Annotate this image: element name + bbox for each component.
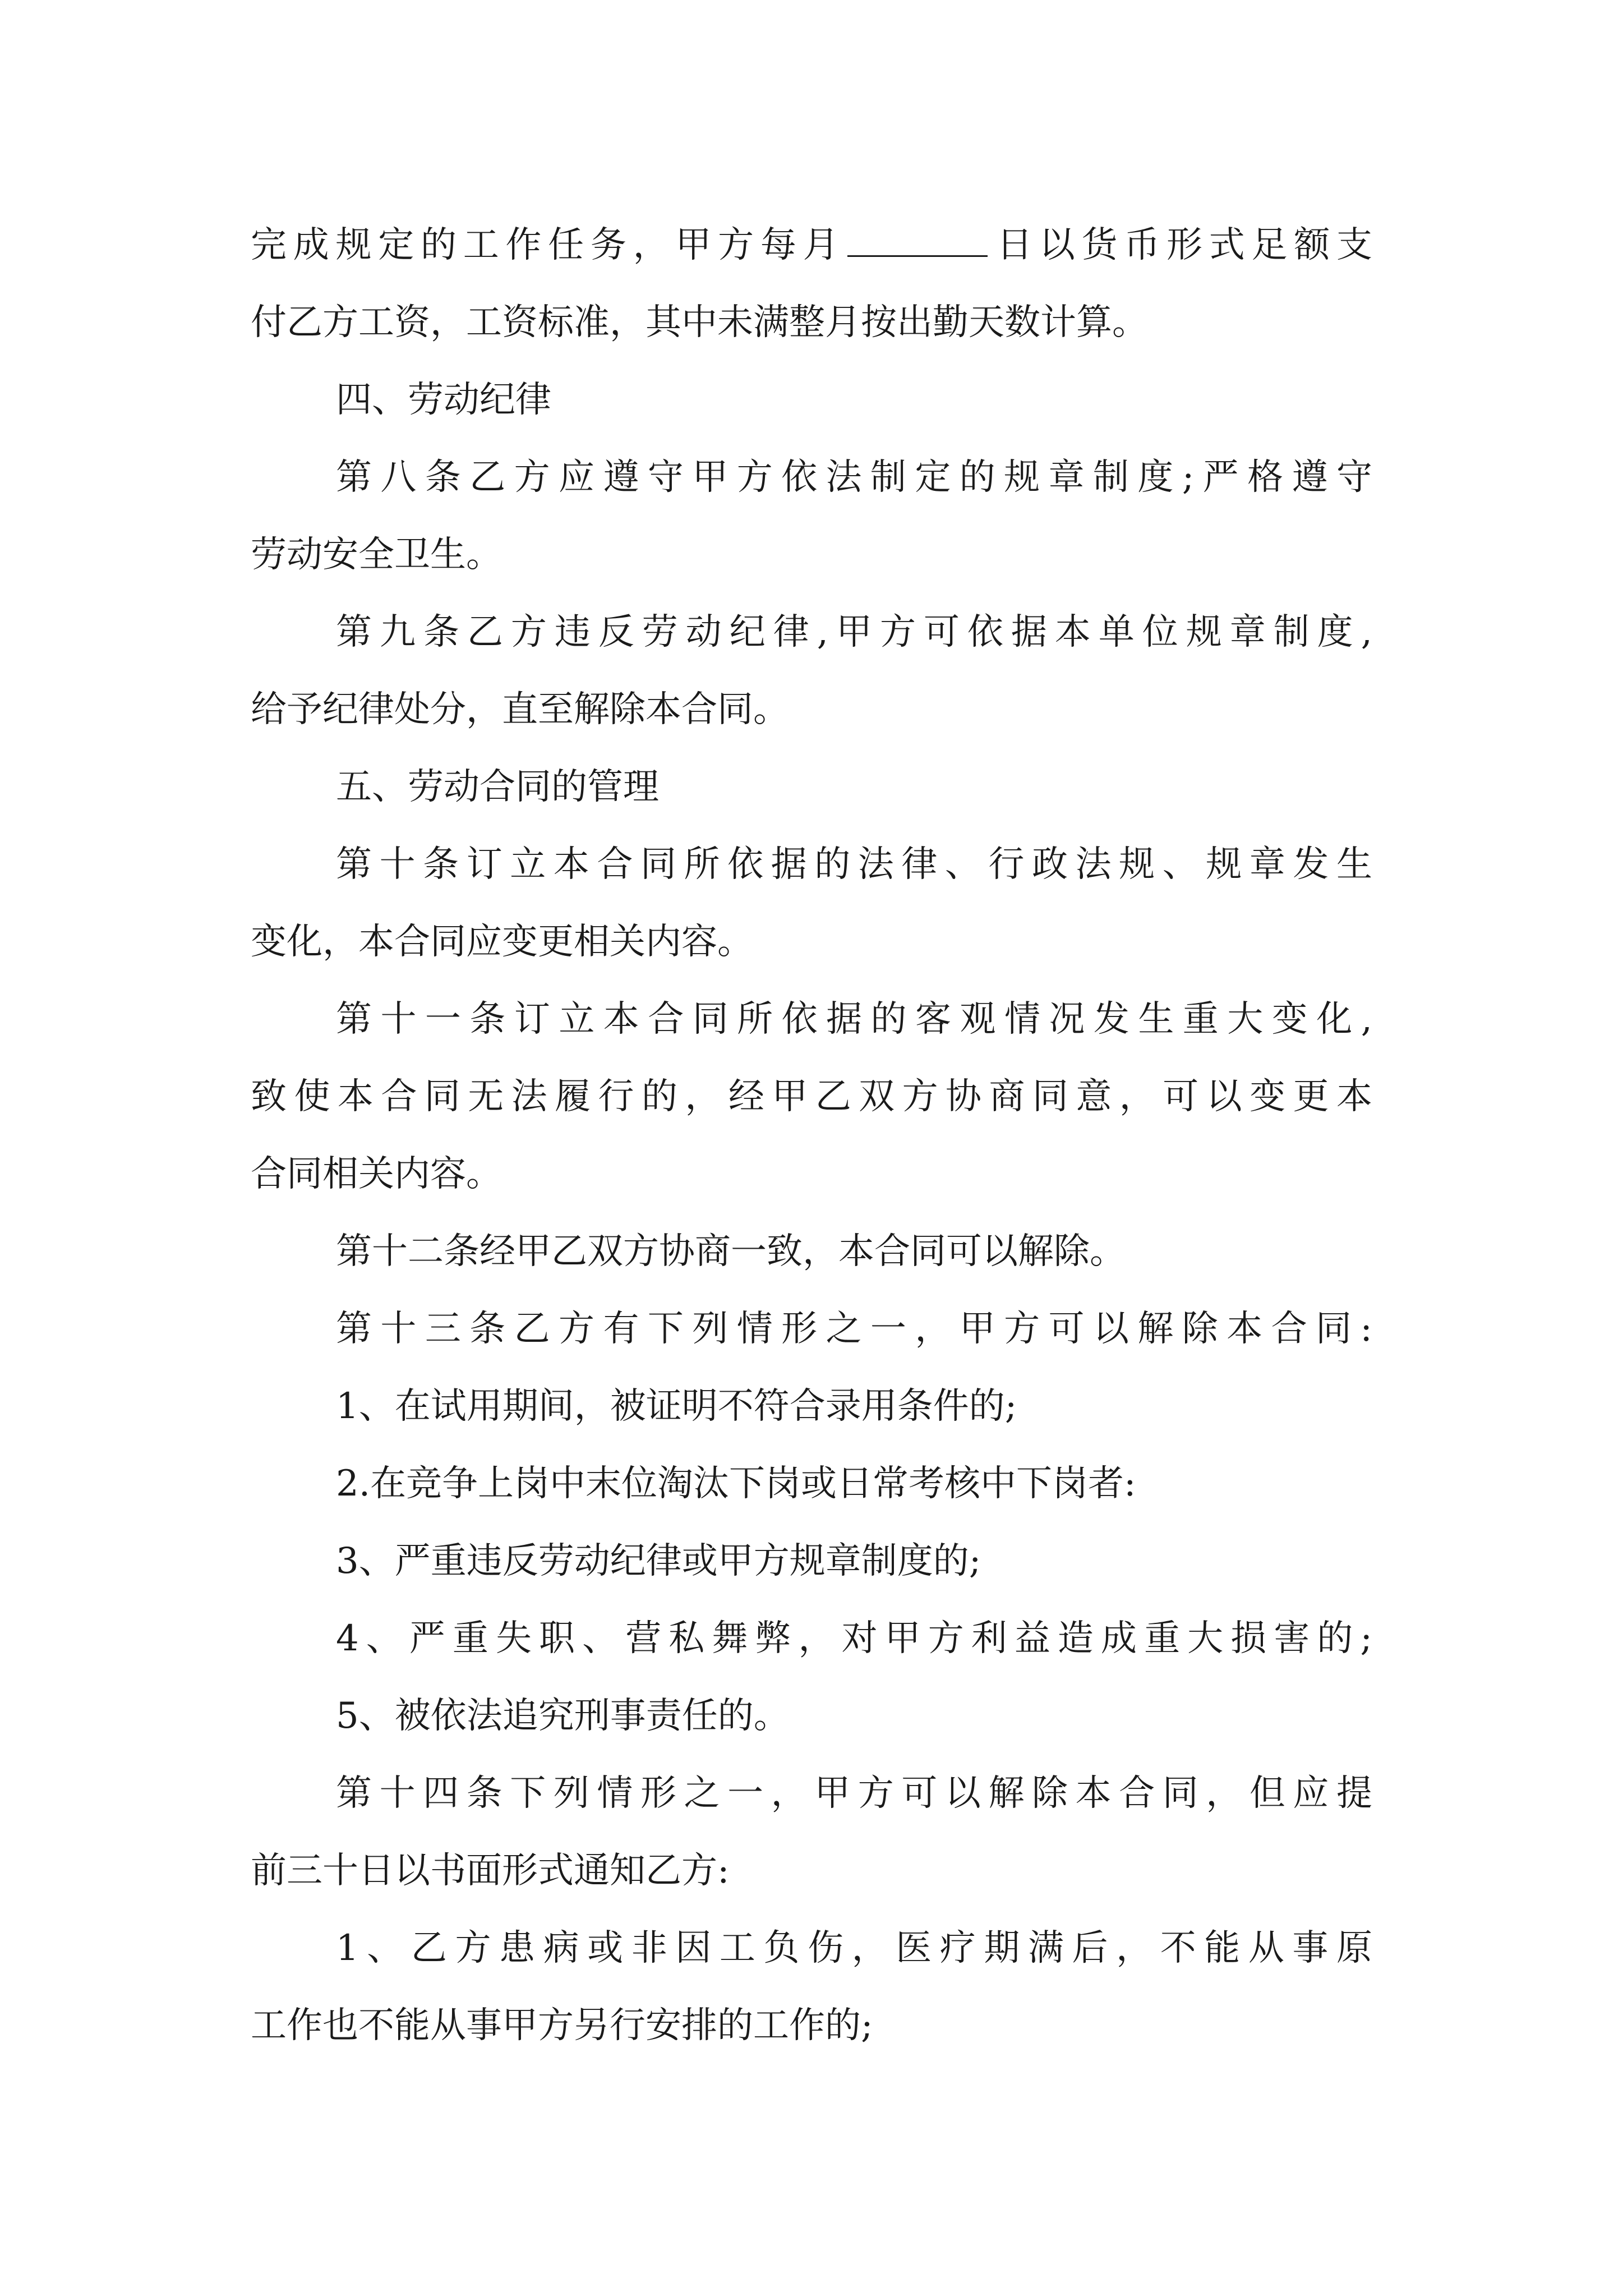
article-13-item-4: 4、严重失职、营私舞弊，对甲方利益造成重大损害的; <box>336 1618 1372 1659</box>
article-9-line-1: 第九条乙方违反劳动纪律,甲方可依据本单位规章制度, <box>336 611 1372 653</box>
wage-text-a: 完成规定的工作任务，甲方每月 <box>251 224 846 266</box>
wage-line-1 <box>251 206 1372 284</box>
article-10-line-2: 变化，本合同应变更相关内容。 <box>251 921 753 963</box>
article-10-line-1: 第十条订立本合同所依据的法律、行政法规、规章发生 <box>336 844 1372 885</box>
article-13-item-2: 2.在竞争上岗中末位淘汰下岗或日常考核中下岗者: <box>336 1463 1136 1504</box>
article-14-item-1-line-1: 1、乙方患病或非因工负伤，医疗期满后，不能从事原 <box>336 1927 1372 1969</box>
article-11-line-3: 合同相关内容。 <box>251 1153 502 1195</box>
article-13-item-1: 1、在试用期间，被证明不符合录用条件的; <box>336 1386 1017 1427</box>
wage-line-2: 付乙方工资，工资标准，其中未满整月按出勤天数计算。 <box>251 302 1148 343</box>
article-14-line-1: 第十四条下列情形之一，甲方可以解除本合同，但应提 <box>336 1773 1372 1814</box>
article-8-line-1: 第八条乙方应遵守甲方依法制定的规章制度;严格遵守 <box>336 457 1372 498</box>
article-14-line-2: 前三十日以书面形式通知乙方: <box>251 1850 730 1892</box>
section-heading-labor-discipline: 四、劳动纪律 <box>336 379 551 421</box>
article-8-line-2: 劳动安全卫生。 <box>251 534 502 576</box>
article-12: 第十二条经甲乙双方协商一致，本合同可以解除。 <box>336 1231 1126 1272</box>
payday-blank <box>847 222 988 257</box>
article-11-line-2: 致使本合同无法履行的，经甲乙双方协商同意，可以变更本 <box>251 1076 1372 1117</box>
article-13-item-3: 3、严重违反劳动纪律或甲方规章制度的; <box>336 1540 981 1582</box>
wage-text-b: 日以货币形式足额支 <box>990 224 1373 266</box>
article-14-item-1-line-2: 工作也不能从事甲方另行安排的工作的; <box>251 2005 873 2046</box>
document-body <box>251 206 1372 2064</box>
article-11-line-1: 第十一条订立本合同所依据的客观情况发生重大变化, <box>336 999 1372 1040</box>
article-13: 第十三条乙方有下列情形之一，甲方可以解除本合同: <box>336 1308 1372 1350</box>
article-13-item-5: 5、被依法追究刑事责任的。 <box>336 1695 790 1737</box>
article-9-line-2: 给予纪律处分，直至解除本合同。 <box>251 689 789 730</box>
section-heading-contract-management: 五、劳动合同的管理 <box>336 766 659 808</box>
